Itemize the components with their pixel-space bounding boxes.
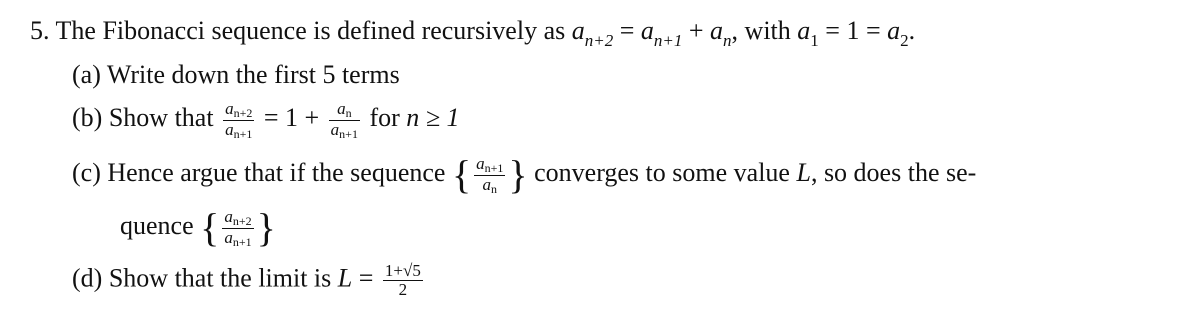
part-c-text2: converges to some value	[534, 158, 790, 188]
math-a: a	[571, 16, 585, 45]
right-brace: }	[508, 152, 528, 198]
part-b	[72, 100, 460, 140]
math-plus: +	[688, 16, 704, 45]
part-d-label: (d)	[72, 263, 103, 293]
part-c-text1: Hence argue that if the sequence	[107, 158, 446, 188]
part-b-text: Show that	[108, 103, 214, 133]
sqrt-icon: √	[403, 261, 413, 280]
fraction: $\frac{an}{an+1}$	[330, 99, 358, 141]
problem-statement	[30, 18, 915, 49]
part-c-line1	[72, 152, 977, 198]
math-sub: n+1	[653, 31, 683, 50]
problem-intro: The Fibonacci sequence is defined recursively as	[55, 16, 566, 45]
math-eq: =	[619, 16, 635, 45]
with-text: , with	[731, 16, 791, 45]
part-c-line2	[120, 205, 276, 251]
part-b-cond: n ≥ 1	[406, 103, 460, 133]
part-b-label: (b)	[72, 103, 103, 133]
part-d-text: Show that the limit is	[108, 263, 332, 293]
math-a: a	[710, 16, 724, 45]
math-a: a	[640, 16, 654, 45]
init-mid: = 1 =	[825, 16, 881, 45]
right-brace: }	[256, 205, 276, 251]
math-sub: 1	[810, 31, 819, 50]
part-d	[72, 262, 426, 299]
part-a	[72, 62, 400, 88]
math-a: a	[797, 16, 811, 45]
left-brace: {	[200, 205, 220, 251]
math-sub: n	[723, 31, 732, 50]
fraction: $\frac{an+2}{an+1}$	[224, 207, 252, 249]
part-c-var: L	[796, 158, 811, 188]
init-end: .	[908, 16, 916, 45]
fraction: $\frac{an+1}{an}$	[476, 154, 504, 196]
part-d-var: L	[337, 263, 353, 293]
part-c-text3: , so does the se-	[810, 158, 977, 188]
left-brace: {	[451, 152, 472, 198]
part-b-tail: for	[369, 103, 400, 133]
part-a-label: (a)	[72, 60, 101, 89]
golden-ratio-fraction: $\frac{1+√5}{2}$	[384, 261, 421, 299]
part-b-eq: = 1 +	[263, 103, 320, 133]
math-sub: n+2	[584, 31, 614, 50]
math-a: a	[887, 16, 901, 45]
part-c-label: (c)	[72, 158, 101, 188]
part-a-text: Write down the first 5 terms	[106, 60, 400, 89]
part-d-eq: =	[358, 263, 374, 293]
math-sub: 2	[900, 31, 909, 50]
fraction: $\frac{an+2}{an+1}$	[225, 99, 253, 141]
part-c-text4: quence	[120, 211, 194, 241]
problem-number: 5.	[30, 16, 50, 45]
